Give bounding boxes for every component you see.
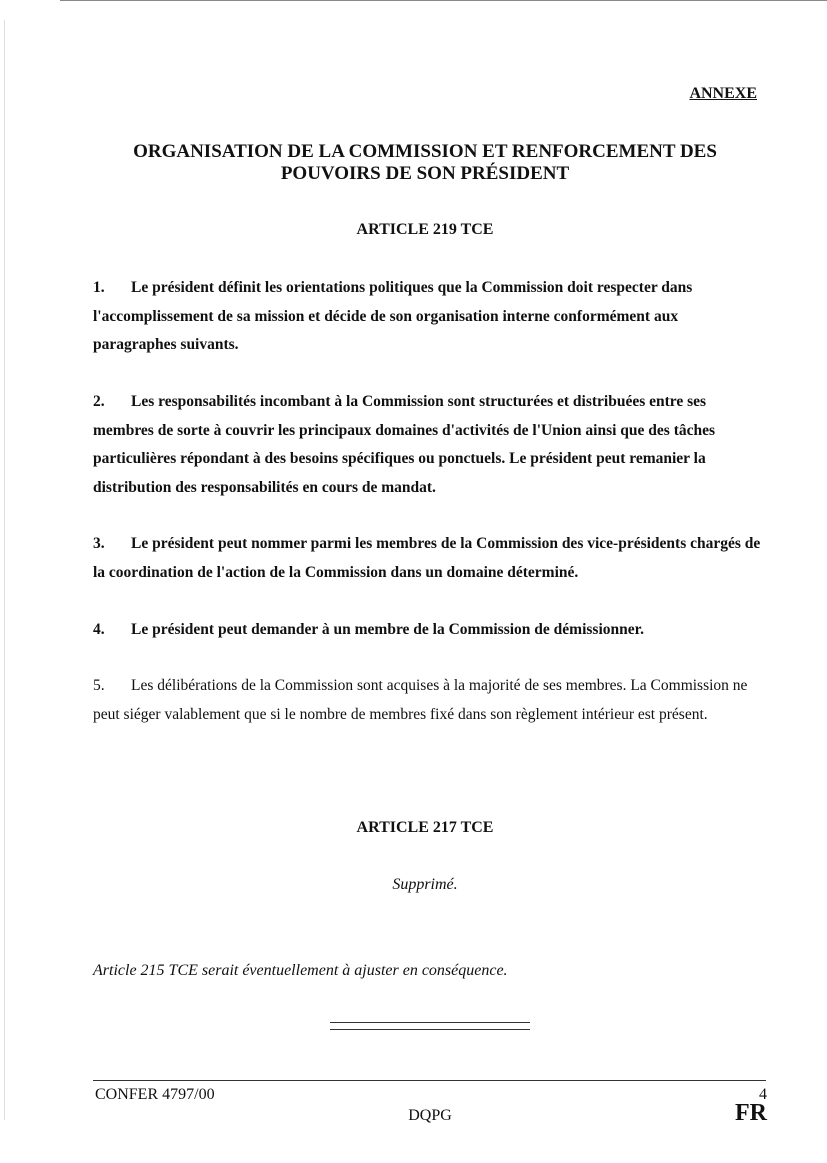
paragraph-text: Les délibérations de la Commission sont acquises à la majorité de ses membres. La Commission ne peut siéger valablement que si le nombre de membres fixé dans son règlement intérieur est présent.: [93, 677, 748, 723]
page-title-line-1: ORGANISATION DE LA COMMISSION ET RENFORCEMENT DES: [133, 141, 717, 162]
article-219-paragraph-2: [93, 388, 763, 502]
footer-reference: CONFER 4797/00: [95, 1086, 215, 1103]
page-title: [80, 141, 770, 185]
paragraph-text: Les responsabilités incombant à la Commission sont structurées et distribuées entre ses membres de sorte à couvrir les principaux domaines d'activités de l'Union ainsi que des tâches particulières répondant à des besoins spécifiques ou ponctuels. Le président peut remanier la distribution des responsabilités en cours de mandat.: [93, 393, 716, 496]
article-219-paragraph-3: [93, 530, 763, 587]
footer-rule: [93, 1080, 766, 1081]
footer-language: FR: [735, 1100, 767, 1126]
article-219-heading: ARTICLE 219 TCE: [356, 221, 494, 238]
footer-department: DQPG: [408, 1107, 452, 1124]
article-217-heading: ARTICLE 217 TCE: [356, 819, 494, 836]
adjustment-note: Article 215 TCE serait éventuellement à ajuster en conséquence.: [93, 962, 508, 979]
paragraph-number: 3.: [93, 535, 105, 552]
paragraph-text: Le président définit les orientations politiques que la Commission doit respecter dans l'accomplissement de sa mission et décide de son organisation interne conformément aux paragraphes suivants.: [93, 279, 693, 353]
paragraph-number: 4.: [93, 621, 105, 638]
article-219-paragraph-1: [93, 274, 763, 360]
paragraph-text: Le président peut demander à un membre de la Commission de démissionner.: [131, 621, 644, 638]
annexe-label: ANNEXE: [689, 85, 757, 102]
page-title-line-2: POUVOIRS DE SON PRÉSIDENT: [280, 163, 570, 184]
left-scan-edge: [4, 20, 5, 1120]
article-219-paragraph-4: [93, 616, 763, 645]
paragraph-number: 1.: [93, 279, 105, 296]
paragraph-text: Le président peut nommer parmi les membres de la Commission des vice-présidents chargés de la coordination de l'action de la Commission dans un domaine déterminé.: [93, 535, 761, 581]
top-scan-rule: [60, 0, 827, 1]
article-217-body: Supprimé.: [392, 876, 458, 893]
paragraph-number: 2.: [93, 393, 105, 410]
paragraph-number: 5.: [93, 677, 105, 694]
footer-page-number: 4: [759, 1086, 767, 1103]
double-line-separator: [330, 1022, 530, 1030]
article-219-paragraph-5: [93, 672, 763, 729]
